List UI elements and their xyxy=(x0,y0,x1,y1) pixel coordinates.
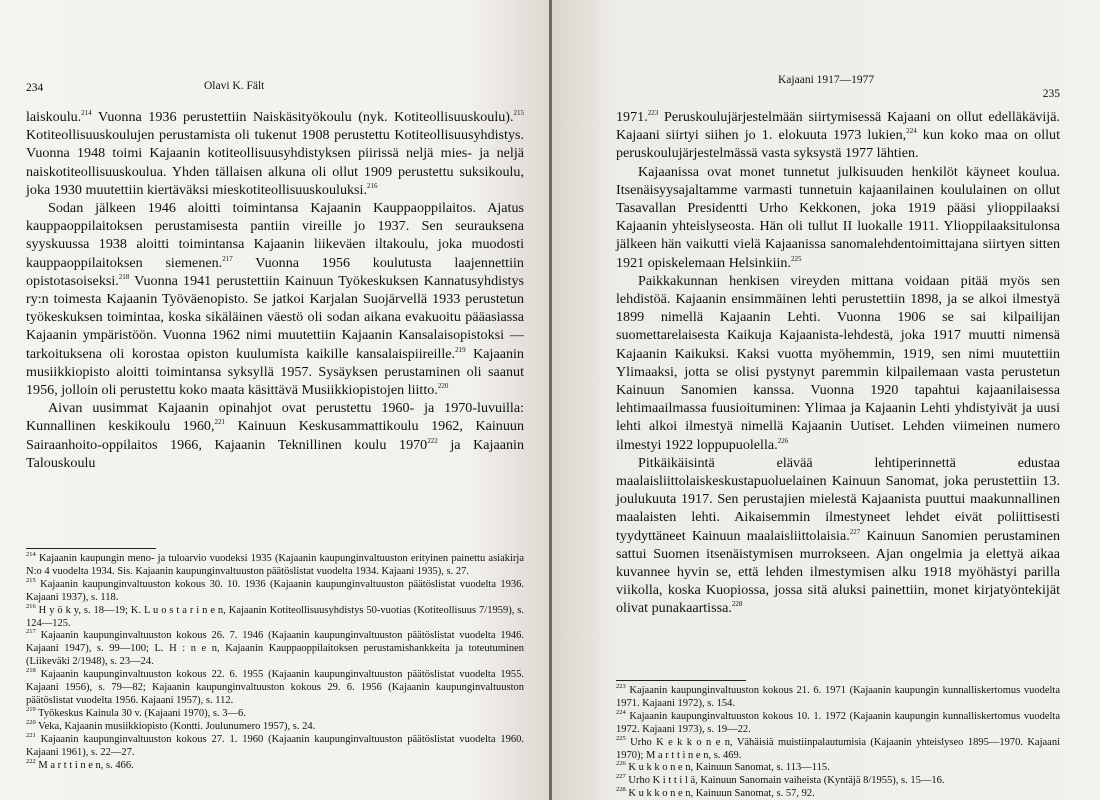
right-paragraph: Kajaanissa ovat monet tunnetut julkisuuden henkilöt käyneet koulua. Itsenäisyysajaltamme varmasti tunnetuin kajaanilainen koululainen on ollut Tasavallan Presidentti Urho Kekkonen, joka 1919 pääsi ylioppilaaksi Kajaanin yhteislyseosta. Hän oli tullut II luokalle 1911. Ylioppilaaksitulonsa jälkeen hän vaikutti vielä Kajaanissa sanomalehdentoimittajana siirtyen sitten 1921 opiskelemaan Helsinkiin.$^{225}$ xyxy=(616,163,1060,271)
footnote-reference: 216 xyxy=(366,181,378,190)
footnote-text: Kajaanin kaupunginvaltuuston kokous 27. 1. 1960 (Kajaanin kaupunginvaltuuston päätöslistat vuodelta 1960. Kajaani 1961), s. 22—27. xyxy=(26,733,524,758)
footnote xyxy=(616,762,1060,775)
footnote-number: 214 xyxy=(26,551,36,558)
footnote xyxy=(616,734,1060,763)
footnote-reference: 218 xyxy=(118,272,130,281)
footnote xyxy=(26,705,524,721)
footnote-number: 221 xyxy=(26,731,36,739)
left-paragraph: Sodan jälkeen 1946 aloitti toimintansa Kajaanin Kauppaoppilaitos. Ajatus kauppaoppilaitoksen perustamisesta pantiin vireille jo 1937. Sen seurauksena syyskuussa 1938 aloitti toimintansa Kajaanin liikeväen iltakoulu, joka muodosti kauppaoppilaitoksen siemenen.$^{217}$ Vuonna 1956 koulutusta laajennettiin opistotasoiseksi.$^{218}$ Vuonna 1941 perustettiin Kainuun Työkeskuksen Kannatusyhdistys ry:n toimesta Kajaanin Työväenopisto. Se jatkoi Karjalan Suojärvellä 1933 perustetun työkeskuksen toimintaa, koska sikäläinen väestö oli sodan aikana evakuoitu pääasiassa Kajaanin ympäristöön. Vuonna 1962 nimi muutettiin Kajaanin Kansalaisopistoksi — tarkoituksena oli korostaa opiston kuulumista kaikille kansalaispiireille.$^{219}$ Kajaanin musiikkiopisto aloitti toimintansa syksyllä 1957. Sysäyksen perustaminen oli saanut 1956, jolloin oli perustettu koko maata käsittävä Musiikkiopistojen liitto.$^{220}$ xyxy=(26,200,524,399)
footnote-number: 220 xyxy=(26,718,36,726)
footnote-reference: 228 xyxy=(731,600,743,609)
footnote-number: 224 xyxy=(616,708,626,716)
right-running-head xyxy=(616,62,1060,100)
footnote-text: Kajaanin kaupunginvaltuuston kokous 26. 7. 1946 (Kajaanin kaupunginvaltuuston päätöslistat vuodelta 1946. Kajaani 1947), s. 99—100; L. H : n e n, Kajaanin Kauppaoppilaitoksen perustamishankkeita ja toteutuminen (Liikeväki 2/1948), s. 23—24. xyxy=(26,630,524,668)
footnote-reference: 223 xyxy=(647,109,659,117)
footnote xyxy=(26,576,524,605)
footnote-reference: 221 xyxy=(214,418,225,427)
footnote-number: 225 xyxy=(616,734,626,742)
right-body-text xyxy=(616,108,1060,618)
footnote-number: 218 xyxy=(26,667,36,675)
footnote xyxy=(26,602,524,631)
right-paragraph: Pitkäikäisintä elävää lehtiperinnettä edustaa maalaisliittolaiskeskustapuoluelainen Kainuun Sanomat, joka perustettiin 13. joulukuuta 1917. Sen perustajien mielestä Kajaanista puuttui maakunnallinen maalaisten lehti. Aikaisemmin ilmestyneet lehdet eivät poliittisesti tyydyttäneet Kainuun maalaisliittolaisia.$^{227}$ Kainuun Sanomien perustaminen sattui Suomen itsenäistymisen murrokseen. Ajan ongelmia ja elettyä aikaa kuvannee hyvin se, että lehden ilmestymisen alku 1918 myöhästyi parilla viikolla, koska Kuopiossa, jossa sitä aluksi painettiin, monet kirjatyöntekijät olivat punakaartissa.$^{228}$ xyxy=(616,454,1060,617)
left-running-title: Olavi K. Fält xyxy=(204,80,265,92)
footnote-text: Urho K i t t i l ä, Kainuun Sanomain vaiheista (Kyntäjä 8/1955), s. 15—16. xyxy=(625,775,945,787)
footnote-text: Kajaanin kaupunginvaltuuston kokous 30. 10. 1936 (Kajaanin kaupunginvaltuuston päätöslistat vuodelta 1936. Kajaani 1937), s. 118. xyxy=(26,578,524,603)
footnote-reference: 222 xyxy=(427,436,438,445)
footnote-number: 217 xyxy=(26,628,36,636)
footnote xyxy=(26,731,524,760)
footnote xyxy=(26,630,524,669)
footnote-rule xyxy=(26,548,156,549)
footnote-number: 227 xyxy=(616,773,626,781)
footnote-text: Veka, Kajaanin musiikkiopisto (Kontti. Joulunumero 1957), s. 24. xyxy=(35,720,316,732)
right-page-number: 235 xyxy=(1042,88,1060,100)
right-page xyxy=(552,0,1100,800)
footnote xyxy=(26,757,524,773)
footnote-reference: 225 xyxy=(790,254,802,263)
footnote-reference: 224 xyxy=(906,127,917,136)
left-footnotes xyxy=(26,548,524,772)
footnote xyxy=(616,788,1060,800)
footnote-number: 228 xyxy=(616,786,626,794)
footnote-text: Kajaanin kaupunginvaltuuston kokous 10. 1. 1972 (Kajaanin kaupungin kunnalliskertomus vuodelta 1972. Kajaani 1973), s. 19—22. xyxy=(616,710,1060,735)
left-body-text xyxy=(26,108,524,472)
footnote-reference: 217 xyxy=(222,254,233,263)
right-paragraph: Paikkakunnan henkisen vireyden mittana voidaan pitää myös sen lehdistöä. Kajaanin ensimmäinen lehti perustettiin 1898, ja se alkoi ilmestyä 1899 nimellä Kajaanin Lehti. Vuonna 1906 se sai kilpailijan suomettarelaisesta Kaikuja Kajaanista-lehdestä, joka 1917 muutti nimensä Kajaanin Kaikuksi. Kaksi vuotta myöhemmin, 1919, sen nimi muutettiin Ylimaaksi, jotta se olisi pystynyt paremmin kilpailemaan vasta perustetun Kainuun Sanomien kanssa. Vuonna 1920 tapahtui kajaanilaisessa lehtimaailmassa fuusioituminen: Ylimaa ja Kajaanin Lehti yhdistyivät ja uusi lehti alkoi ilmestyä nimellä Kajaanin Uutiset. Lehden viimeinen numero ilmestyi 1922 loppupuolella.$^{226}$ xyxy=(616,272,1060,453)
footnote xyxy=(26,669,524,708)
footnote-reference: 220 xyxy=(437,382,449,391)
footnote-number: 219 xyxy=(26,705,36,713)
footnote-reference: 227 xyxy=(849,527,861,536)
footnote-text: K u k k o n e n, Kainuun Sanomat, s. 57, 92. xyxy=(625,788,815,800)
footnote-number: 226 xyxy=(616,760,626,768)
left-running-head xyxy=(26,56,524,94)
footnote-reference: 226 xyxy=(777,436,789,445)
footnote-text: M a r t t i n e n, s. 466. xyxy=(35,759,134,771)
footnote-text: K u k k o n e n, Kainuun Sanomat, s. 113—115. xyxy=(625,762,830,774)
footnote-text: Urho K e k k o n e n, Vähäisiä muistiinpalautumisia (Kajaanin yhteislyseo 1895—1970. Kajaani 1970); M a r t t i n e n, s. 469. xyxy=(616,736,1060,761)
right-running-title: Kajaani 1917—1977 xyxy=(778,74,875,86)
footnote-rule xyxy=(616,680,746,681)
footnote-text: H y ö k y, s. 18—19; K. L u o s t a r i n e n, Kajaanin Kotiteollisuusyhdistys 50-vuotias (Kotiteollisuus 7/1959), s. 124—125. xyxy=(26,604,524,629)
footnote-number: 216 xyxy=(26,602,36,610)
footnote-reference: 219 xyxy=(455,345,466,354)
left-page-number: 234 xyxy=(26,82,44,94)
footnote-text: Kajaanin kaupungin meno- ja tuloarvio vuodeksi 1935 (Kajaanin kaupunginvaltuuston erityinen painettu asiakirja N:o 4 vuodelta 1934. Sis. Kajaanin kaupunginvaltuuston päätöslistat vuodelta 1934. Kajaani 1935), s. 27. xyxy=(26,553,524,577)
footnote-text: Kajaanin kaupunginvaltuuston kokous 21. 6. 1971 (Kajaanin kaupungin kunnalliskertomus vuodelta 1971. Kajaani 1972), s. 154. xyxy=(616,685,1060,709)
footnote-reference: 215 xyxy=(513,109,524,117)
footnote-number: 215 xyxy=(26,576,36,584)
footnote-reference: 214 xyxy=(81,109,92,117)
right-footnotes xyxy=(616,680,1060,800)
footnote xyxy=(26,553,524,579)
footnote xyxy=(616,708,1060,737)
footnote-number: 223 xyxy=(616,683,626,690)
footnote-text: Kajaanin kaupunginvaltuuston kokous 22. 6. 1955 (Kajaanin kaupunginvaltuuston päätöslistat vuodelta 1955. Kajaani 1956), s. 79—82; Kajaanin kaupunginvaltuuston kokous 29. 6. 1956 (Kajaanin kaupunginvaltuuston päätöslistat vuodelta 1956. Kajaani 1957), s. 112. xyxy=(26,669,524,706)
footnote xyxy=(26,718,524,734)
left-paragraph: Aivan uusimmat Kajaanin opinahjot ovat perustettu 1960- ja 1970-luvuilla: Kunnallinen keskikoulu 1960,$^{221}$ Kainuun Keskusammattikoulu 1962, Kainuun Sairaanhoito-oppilaitos 1966, Kajaanin Teknillinen koulu 1970$^{222}$ ja Kajaanin Talouskoulu xyxy=(26,400,524,471)
left-paragraph: laiskoulu.$^{214}$ Vuonna 1936 perustettiin Naiskäsityökoulu (nyk. Kotiteollisuuskoulu).$^{215}$ Kotiteollisuuskoulujen perustamista oli tukenut 1908 perustettu Kotiteollisuusyhdistys. Vuonna 1948 toimi Kajaanin kotiteollisuusyhdistyksen piirissä neljä mies- ja neljä naiskotiteollisuuskoulua. Yhden tällaisen alkuna oli ollut 1909 perustettu suksikoulu, joka 1930 muutettiin kiertäväksi mieskotiteollisuuskouluksi.$^{216}$ xyxy=(26,109,524,198)
footnote xyxy=(616,775,1060,788)
right-paragraph: 1971.$^{223}$ Peruskoulujärjestelmään siirtymisessä Kajaani on ollut edelläkävijä. Kajaani siirtyi siihen jo 1. elokuuta 1973 lukien,$^{224}$ kun koko maa on ollut peruskoulujärjestelmässä vasta syksystä 1977 lähtien. xyxy=(616,109,1060,162)
footnote xyxy=(616,685,1060,711)
footnote-number: 222 xyxy=(26,757,36,765)
footnote-text: Työkeskus Kainula 30 v. (Kajaani 1970), s. 3—6. xyxy=(35,707,246,719)
